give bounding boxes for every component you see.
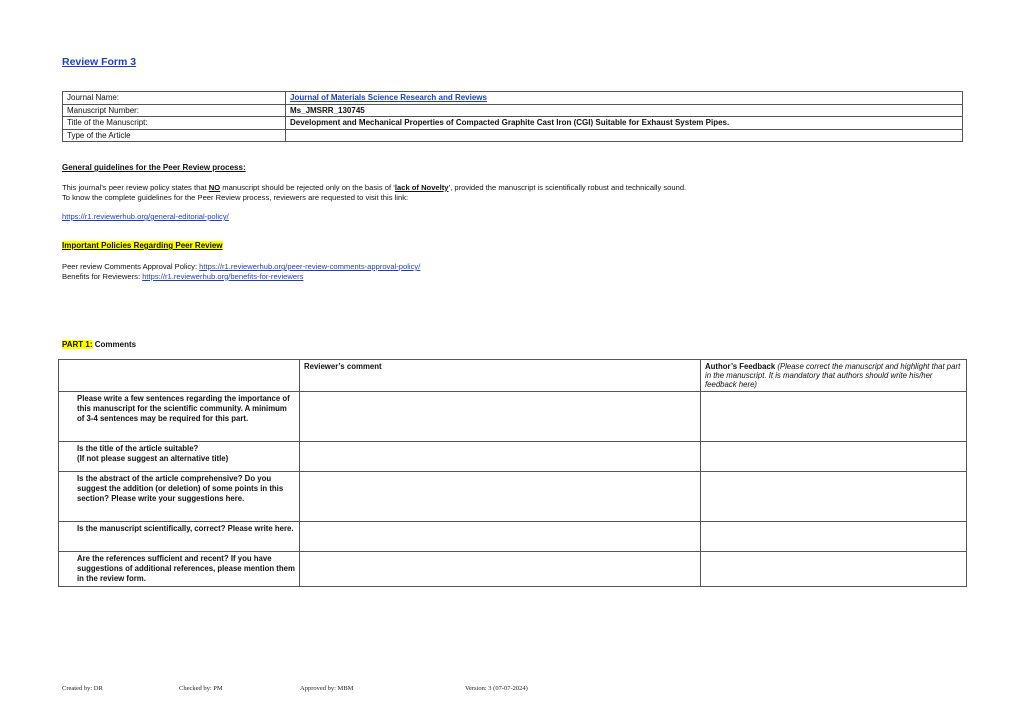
info-row-journal (63, 92, 963, 105)
guidelines-heading: General guidelines for the Peer Review process: (62, 163, 246, 172)
info-value (286, 92, 963, 105)
guidelines-link-line (62, 212, 962, 222)
benefits-link[interactable]: https://r1.reviewerhub.org/benefits-for-reviewers (142, 271, 304, 281)
reviewer-comment-cell[interactable] (300, 552, 701, 587)
author-feedback-cell[interactable] (701, 472, 967, 522)
form-title: Review Form 3 (62, 56, 137, 68)
author-feedback-header (701, 360, 967, 392)
part1-title: Comments (92, 340, 137, 349)
author-feedback-title: Author’s Feedback (705, 362, 776, 371)
guidelines-text: ’, provided the manuscript is scientifically robust and technically sound. (448, 183, 687, 192)
author-feedback-cell[interactable] (701, 392, 967, 442)
part1-heading (62, 340, 136, 349)
info-label: Type of the Article (63, 129, 286, 142)
guidelines-text: To know the complete guidelines for the Peer Review process, reviewers are requested to visit this link: (62, 192, 409, 202)
policies-heading-text: Important Policies Regarding Peer Review (62, 241, 223, 250)
info-label: Manuscript Number: (63, 104, 286, 117)
empty-header-cell (59, 360, 300, 392)
manuscript-info-table (62, 91, 963, 142)
guidelines-no: NO (208, 183, 221, 192)
benefits-label: Benefits for Reviewers: (62, 271, 143, 281)
question-text: Are the references sufficient and recent? If you have suggestions of additional references, please mention them in the review form. (59, 552, 300, 587)
policies-heading (62, 241, 223, 250)
approval-policy-label: Peer review Comments Approval Policy: (62, 262, 200, 271)
question-text: Is the manuscript scientifically, correct? Please write here. (59, 522, 300, 552)
info-row-article-type (63, 129, 963, 142)
info-label: Title of the Manuscript: (63, 117, 286, 130)
guidelines-text: This journal’s peer review policy states that (62, 183, 209, 192)
author-feedback-cell[interactable] (701, 522, 967, 552)
editorial-policy-link[interactable]: https://r1.reviewerhub.org/general-editorial-policy/ (62, 212, 229, 221)
info-row-title (63, 117, 963, 130)
question-row (59, 392, 967, 442)
journal-name-link[interactable]: Journal of Materials Science Research and Reviews (290, 93, 487, 102)
info-value (286, 129, 963, 142)
footer-created-by: Created by: DR (62, 685, 103, 692)
question-row (59, 522, 967, 552)
footer-version: Version: 3 (07-07-2024) (465, 685, 528, 692)
footer-approved-by: Approved by: MBM (300, 685, 354, 692)
question-text: Please write a few sentences regarding the importance of this manuscript for the scientific community. A minimum of 3-4 sentences may be required for this part. (59, 392, 300, 442)
reviewer-comment-cell[interactable] (300, 442, 701, 472)
info-row-manuscript-number (63, 104, 963, 117)
guidelines-text: manuscript should be rejected only on the basis of ‘ (220, 183, 395, 192)
reviewer-comment-cell[interactable] (300, 472, 701, 522)
reviewer-comment-cell[interactable] (300, 392, 701, 442)
question-text: Is the title of the article suitable? (If not please suggest an alternative title) (59, 442, 300, 472)
comments-header-row (59, 360, 967, 392)
footer-checked-by: Checked by: PM (179, 685, 223, 692)
guidelines-novelty: lack of Novelty (394, 183, 449, 192)
policies-paragraph (62, 262, 962, 281)
question-row (59, 552, 967, 587)
author-feedback-cell[interactable] (701, 552, 967, 587)
info-value: Development and Mechanical Properties of Compacted Graphite Cast Iron (CGI) Suitable for Exhaust System Pipes. (286, 117, 963, 130)
info-label: Journal Name: (63, 92, 286, 105)
info-value: Ms_JMSRR_130745 (286, 104, 963, 117)
reviewer-comment-header: Reviewer’s comment (300, 360, 701, 392)
reviewer-comment-cell[interactable] (300, 522, 701, 552)
guidelines-paragraph (62, 183, 962, 202)
question-row (59, 442, 967, 472)
author-feedback-cell[interactable] (701, 442, 967, 472)
comments-table (58, 359, 967, 587)
author-feedback-instructions: (Please correct the manuscript and highlight that part in the manuscript. It is mandatory that authors should write his/her feedback here) (705, 362, 961, 389)
part1-label: PART 1: (62, 340, 93, 349)
approval-policy-link[interactable]: https://r1.reviewerhub.org/peer-review-comments-approval-policy/ (199, 262, 421, 271)
question-row (59, 472, 967, 522)
question-text: Is the abstract of the article comprehensive? Do you suggest the addition (or deletion) of some points in this section? Please write your suggestions here. (59, 472, 300, 522)
